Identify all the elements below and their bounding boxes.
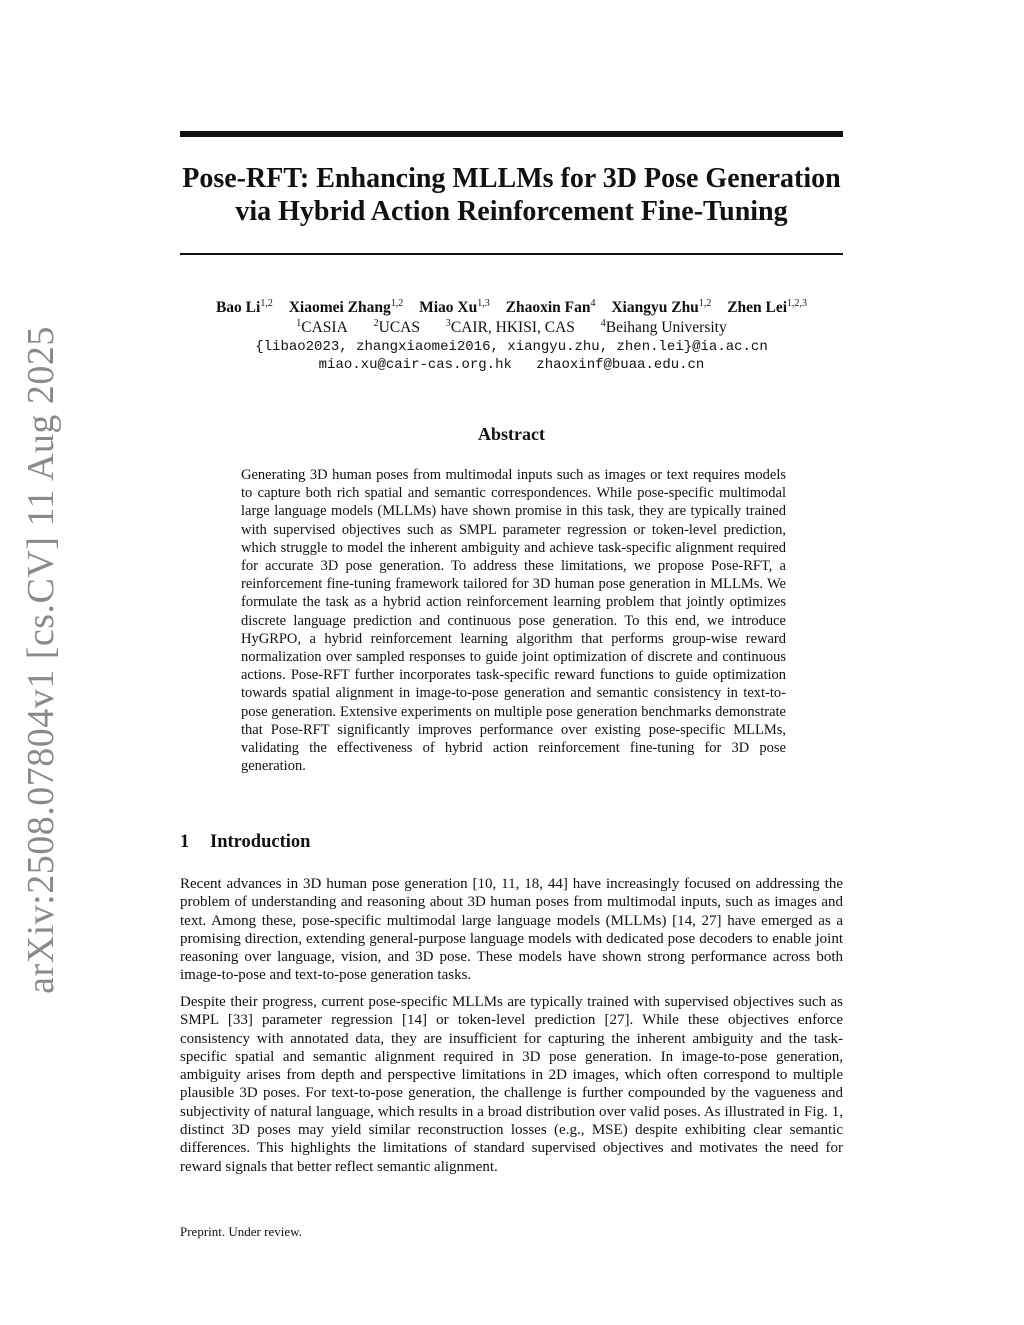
author: Miao Xu$^{1,3}$ [419, 298, 490, 316]
body-paragraph: Despite their progress, current pose-specific MLLMs are typically trained with supervised objectives such as SMPL [33] parameter regression [14] or token-level prediction [27]. While these objectives enforce consistency with annotated data, they are insufficient for capturing the inherent ambiguity and the task-specific spatial and semantic alignment required in 3D pose generation. In image-to-pose generation, ambiguity arises from depth and perspective limitations in 2D images, which often correspond to multiple plausible 3D poses. For text-to-pose generation, the challenge is further compounded by the vagueness and subjectivity of natural language, which results in a broad distribution over valid poses. As illustrated in Fig. 1, distinct 3D poses may yield similar reconstruction losses (e.g., MSE) despite exhibiting clear semantic differences. This highlights the limitations of standard supervised objectives and motivates the need for reward signals that better reflect semantic alignment. [180, 994, 843, 1175]
abstract-text: Generating 3D human poses from multimodal inputs such as images or text requires models to capture both rich spatial and semantic correspondences. While pose-specific multimodal large language models (MLLMs) have shown promise in this task, they are typically trained with supervised objectives such as SMPL parameter regression or token-level prediction, which struggle to model the inherent ambiguity and achieve task-specific alignment required for accurate 3D pose generation. To address these limitations, we propose Pose-RFT, a reinforcement fine-tuning framework tailored for 3D human pose generation in MLLMs. We formulate the task as a hybrid action reinforcement learning problem that jointly optimizes discrete language prediction and continuous pose generation. To this end, we introduce HyGRPO, a hybrid reinforcement learning algorithm that performs group-wise reward normalization over sampled responses to guide joint optimization of discrete and continuous actions. Pose-RFT further incorporates task-specific reward functions to guide optimization towards spatial alignment in image-to-pose generation and semantic consistency in text-to-pose generation. Extensive experiments on multiple pose generation benchmarks demonstrate that Pose-RFT significantly improves performance over existing pose-specific MLLMs, validating the effectiveness of hybrid action reinforcement fine-tuning for 3D pose generation. [241, 467, 786, 775]
affiliation-list [160, 318, 863, 338]
paper-title-line-2: via Hybrid Action Reinforcement Fine-Tuning [235, 196, 788, 227]
title-top-rule [180, 131, 843, 137]
author: Bao Li$^{1,2}$ [215, 298, 273, 316]
arxiv-identifier-text: arXiv:2508.07804v1 [cs.CV] 11 Aug 2025 [20, 326, 63, 994]
email-address: zhaoxinf@buaa.edu.cn [536, 357, 705, 373]
affiliation: $^3$CAIR, HKISI, CAS [445, 318, 575, 336]
paper-title [160, 162, 863, 228]
author: Zhen Lei$^{1,2,3}$ [727, 298, 808, 316]
paper-title-line-1: Pose-RFT: Enhancing MLLMs for 3D Pose Generation [182, 163, 841, 194]
affiliation: $^1$CASIA [296, 318, 348, 336]
title-bottom-rule [180, 253, 843, 255]
abstract-heading: Abstract [478, 424, 545, 444]
section-heading [180, 831, 310, 853]
author-list [160, 298, 863, 318]
email-line-1: {libao2023, zhangxiaomei2016, xiangyu.zhu, zhen.lei}@ia.ac.cn [255, 339, 768, 355]
body-paragraph: Recent advances in 3D human pose generation [10, 11, 18, 44] have increasingly focused on addressing the problem of understanding and reasoning about 3D human poses from multimodal inputs, such as images and text. Among these, pose-specific multimodal large language models (MLLMs) [14, 27] have emerged as a promising direction, extending general-purpose language models with dedicated pose decoders to enable joint reasoning over language, vision, and 3D pose. These models have shown strong performance across both image-to-pose and text-to-pose generation tasks. [180, 876, 843, 984]
section-title: Introduction [210, 832, 311, 852]
author-block [160, 298, 863, 374]
section-number: 1 [180, 832, 190, 852]
author: Xiaomei Zhang$^{1,2}$ [288, 298, 404, 316]
email-address: miao.xu@cair-cas.org.hk [318, 357, 512, 373]
author: Zhaoxin Fan$^4$ [505, 298, 596, 316]
affiliation: $^4$Beihang University [600, 318, 727, 336]
arxiv-identifier-stamp [12, 326, 70, 994]
email-line-2 [160, 356, 863, 374]
author: Xiangyu Zhu$^{1,2}$ [611, 298, 712, 316]
page-footer: Preprint. Under review. [180, 1224, 302, 1239]
affiliation: $^2$UCAS [373, 318, 420, 336]
